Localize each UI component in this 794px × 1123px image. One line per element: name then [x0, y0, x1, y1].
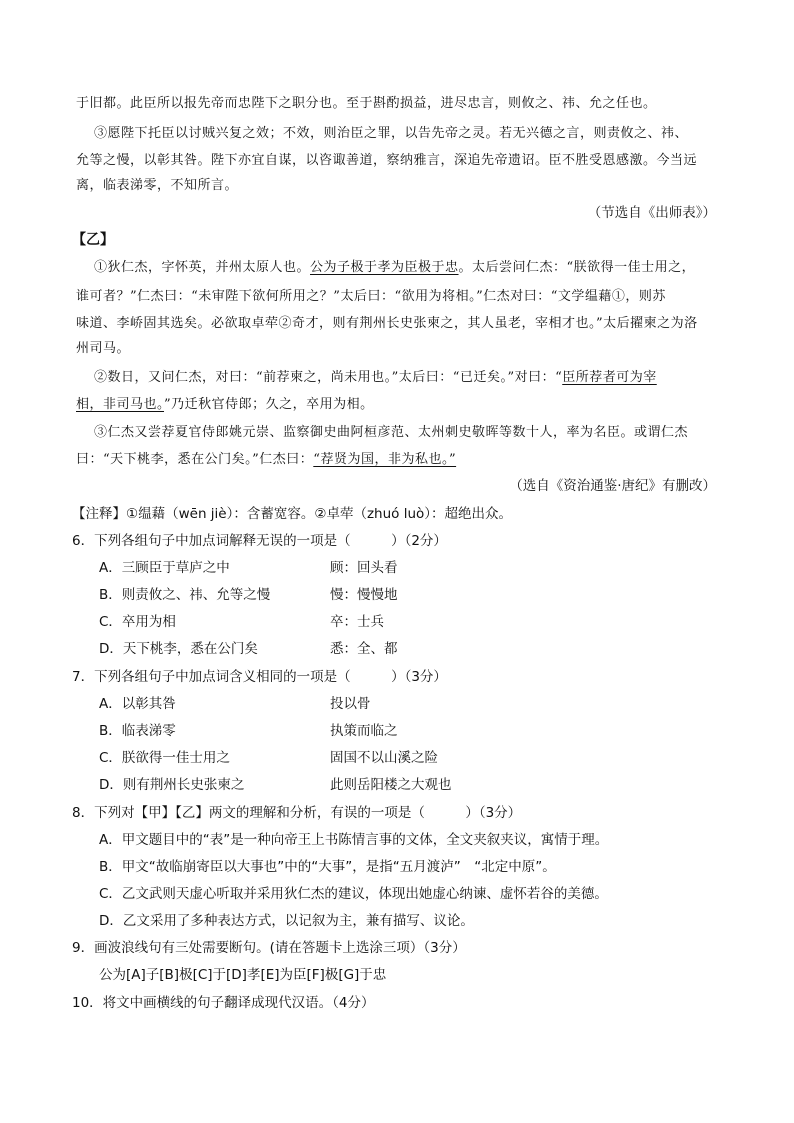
yi-para1-line2: 谁可者？”仁杰曰：“未审陛下欲何所用之？”太后曰：“欲用为将相。”仁杰对曰：“文学缊藉①，则苏 — [76, 289, 666, 304]
q8-option-c: C．乙文武则天虚心听取并采用狄仁杰的建议，体现出她虚心纳谏、虚怀若谷的美德。 — [99, 886, 608, 902]
wavy-underlined-sentence: 公为子极于孝为臣极于忠 — [310, 260, 459, 275]
q8-option-b: B．甲文“故临崩寄臣以大事也”中的“大事”，是指“五月渡泸” “北定中原”。 — [99, 859, 556, 875]
q7-stem: 7．下列各组句子中加点词含义相同的一项是（ ）（3分） — [72, 669, 447, 685]
q7-option-d-compare: 此则岳阳楼之大观也 — [330, 777, 452, 793]
q8-option-a: A．甲文题目中的“表”是一种向帝王上书陈情言事的文体，全文夹叙夹议，寓情于理。 — [99, 832, 609, 848]
jia-para3-line1: ③愿陛下托臣以讨贼兴复之效；不效，则治臣之罪，以告先帝之灵。若无兴德之言，则责攸之、祎、 — [94, 126, 689, 141]
yi-heading: 【乙】 — [72, 232, 114, 248]
q6-stem: 6．下列各组句子中加点词解释无误的一项是（ ）（2分） — [72, 533, 447, 549]
q7-option-a: A．以彰其咎 — [99, 696, 176, 712]
yi-source: （选自《资治通鉴·唐纪》有删改） — [509, 478, 716, 494]
jia-continuation-line: 于旧都。此臣所以报先帝而忠陛下之职分也。至于斟酌损益，进尽忠言，则攸之、祎、允之任也。 — [76, 96, 657, 111]
q7-option-b: B．临表涕零 — [99, 723, 176, 739]
q6-option-d-gloss: 悉：全、都 — [330, 641, 398, 657]
q7-option-b-compare: 执策而临之 — [330, 723, 398, 739]
yi-para1-text-a: ①狄仁杰，字怀英，并州太原人也。 — [94, 260, 311, 275]
q8-option-d: D．乙文采用了多种表达方式，以记叙为主，兼有描写、议论。 — [99, 913, 474, 929]
yi-para1-text-b: 。太后尝问仁杰：“朕欲得一佳士用之， — [458, 260, 696, 275]
q9-stem: 9．画波浪线句有三处需要断句。(请在答题卡上选涂三项）（3分） — [72, 940, 466, 956]
q6-option-a-gloss: 顾：回头看 — [330, 560, 398, 576]
q7-option-a-compare: 投以骨 — [330, 696, 371, 712]
q9-segmentation-line: 公为[A]子[B]极[C]于[D]孝[E]为臣[F]极[G]于忠 — [99, 967, 387, 983]
q8-stem: 8．下列对【甲】【乙】两文的理解和分析，有误的一项是（ ）（3分） — [72, 805, 522, 821]
q6-option-b-gloss: 慢：慢慢地 — [330, 587, 398, 603]
yi-para2-text-b: ”乃迁秋官侍郎；久之，卒用为相。 — [164, 397, 374, 412]
q10-stem: 10．将文中画横线的句子翻译成现代汉语。（4分） — [72, 995, 375, 1011]
yi-para3-line2 — [76, 452, 456, 468]
q6-option-c-gloss: 卒：士兵 — [330, 614, 384, 630]
yi-para2-line2 — [76, 397, 374, 413]
jia-source: （节选自《出师表》） — [587, 205, 716, 221]
q6-option-b: B．则责攸之、祎、允等之慢 — [99, 587, 271, 603]
yi-para1-line1 — [94, 260, 695, 276]
notes: 【注释】①缊藉（wēn jiè）：含蓄宽容。②卓荦（zhuó luò）：超绝出众。 — [72, 506, 513, 522]
yi-para1-line4: 州司马。 — [76, 341, 131, 356]
underlined-sentence-1a: 臣所荐者可为宰 — [562, 370, 657, 385]
underlined-sentence-1b: 相，非司马也。 — [76, 397, 165, 412]
yi-para3-text-a: 曰：“天下桃李，悉在公门矣。”仁杰曰： — [76, 452, 314, 467]
q7-option-d: D．则有荆州长史张柬之 — [99, 777, 245, 793]
q7-option-c: C．朕欲得一佳士用之 — [99, 750, 230, 766]
yi-para2-line1 — [94, 370, 657, 386]
q6-option-c: C．卒用为相 — [99, 614, 176, 630]
yi-para1-line3: 味道、李峤固其选矣。必欲取卓荦②奇才，则有荆州长史张柬之，其人虽老，宰相才也。”太后擢柬之为洛 — [76, 316, 698, 331]
jia-para3-line3: 离，临表涕零，不知所言。 — [76, 178, 239, 193]
underlined-sentence-2: “荐贤为国，非为私也。” — [313, 452, 457, 467]
jia-para3-line2: 允等之慢，以彰其咎。陛下亦宜自谋，以咨诹善道，察纳雅言，深追先帝遗诏。臣不胜受恩感激。今当远 — [76, 153, 698, 168]
yi-para2-text-a: ②数日，又问仁杰，对曰：“前荐柬之，尚未用也。”太后曰：“已迁矣。”对曰：“ — [94, 370, 563, 385]
q7-option-c-compare: 固国不以山溪之险 — [330, 750, 438, 766]
q6-option-a: A．三顾臣于草庐之中 — [99, 560, 230, 576]
q6-option-d: D．天下桃李，悉在公门矣 — [99, 641, 258, 657]
yi-para3-line1: ③仁杰又尝荐夏官侍郎姚元崇、监察御史曲阿桓彦范、太州刺史敬晖等数十人，率为名臣。或谓仁杰 — [94, 425, 689, 440]
